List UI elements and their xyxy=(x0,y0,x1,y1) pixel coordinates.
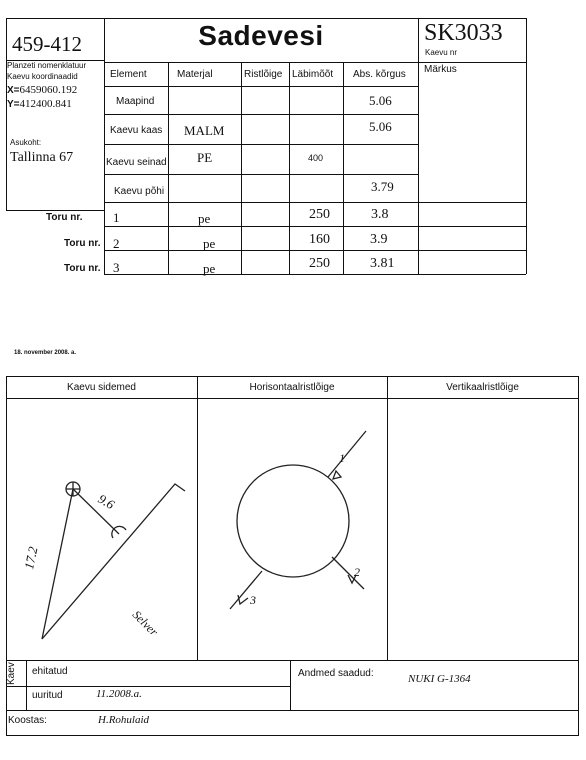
sketch-label-long: 17.2 xyxy=(21,545,41,571)
header-labimoot: Läbimõõt xyxy=(292,69,334,80)
sketch-label-short: 9.6 xyxy=(95,491,118,513)
col-horisontaal: Horisontaalristlõige xyxy=(249,382,335,393)
markus-label: Märkus xyxy=(424,64,457,75)
pipe-label-1: 1 xyxy=(339,451,345,465)
distance-line-long xyxy=(42,489,73,639)
y-coordinate: Y=412400.841 xyxy=(7,98,72,110)
x-coordinate: X=6459060.192 xyxy=(7,84,78,96)
right-angle-mark xyxy=(112,526,126,538)
page-title: Sadevesi xyxy=(198,20,324,51)
ehitatud-label: ehitatud xyxy=(32,666,68,677)
pipe-label-3: 3 xyxy=(250,593,256,607)
andmed-label: Andmed saadud: xyxy=(298,668,374,679)
kaevu-nr-label: Kaevu nr xyxy=(425,48,458,57)
asukoht-value: Tallinna 67 xyxy=(10,150,74,165)
col-kaevu-sidemed: Kaevu sidemed xyxy=(67,382,136,393)
coords-label: Kaevu koordinaadid xyxy=(7,72,78,81)
kaev-label: Kaev xyxy=(6,662,17,685)
header-element: Element xyxy=(110,69,147,80)
pipe-3-arrow xyxy=(238,595,248,604)
pipe-3-line xyxy=(230,571,262,609)
asukoht-label: Asukoht: xyxy=(10,138,42,147)
header-korgus: Abs. kõrgus xyxy=(353,69,406,80)
koostas-value: H.Rohulaid xyxy=(98,714,150,726)
uuritud-value: 11.2008.a. xyxy=(96,688,142,700)
col-vertikaal: Vertikaalristlõige xyxy=(446,382,519,393)
manhole-circle xyxy=(237,465,349,577)
andmed-value: NUKI G-1364 xyxy=(408,673,471,685)
planzeti-label: Planzeti nomenklatuur xyxy=(7,61,87,70)
koostas-label: Koostas: xyxy=(8,715,47,726)
sketch-label-building: Selver xyxy=(129,607,161,639)
building-edge xyxy=(42,484,185,639)
pipe-1-arrow xyxy=(333,471,341,479)
ties-sketch xyxy=(7,399,197,659)
horizontal-section-sketch xyxy=(198,399,387,659)
pipe-label-2: 2 xyxy=(354,565,360,579)
uuritud-label: uuritud xyxy=(32,690,63,701)
kaevu-id: SK3033 xyxy=(424,20,503,46)
header-ristloige: Ristlõige xyxy=(244,69,283,80)
date-stamp: 18. november 2008. a. xyxy=(14,350,77,356)
pipe-1-line xyxy=(328,431,366,477)
header-materjal: Materjal xyxy=(177,69,213,80)
planzet-number: 459-412 xyxy=(12,32,82,56)
